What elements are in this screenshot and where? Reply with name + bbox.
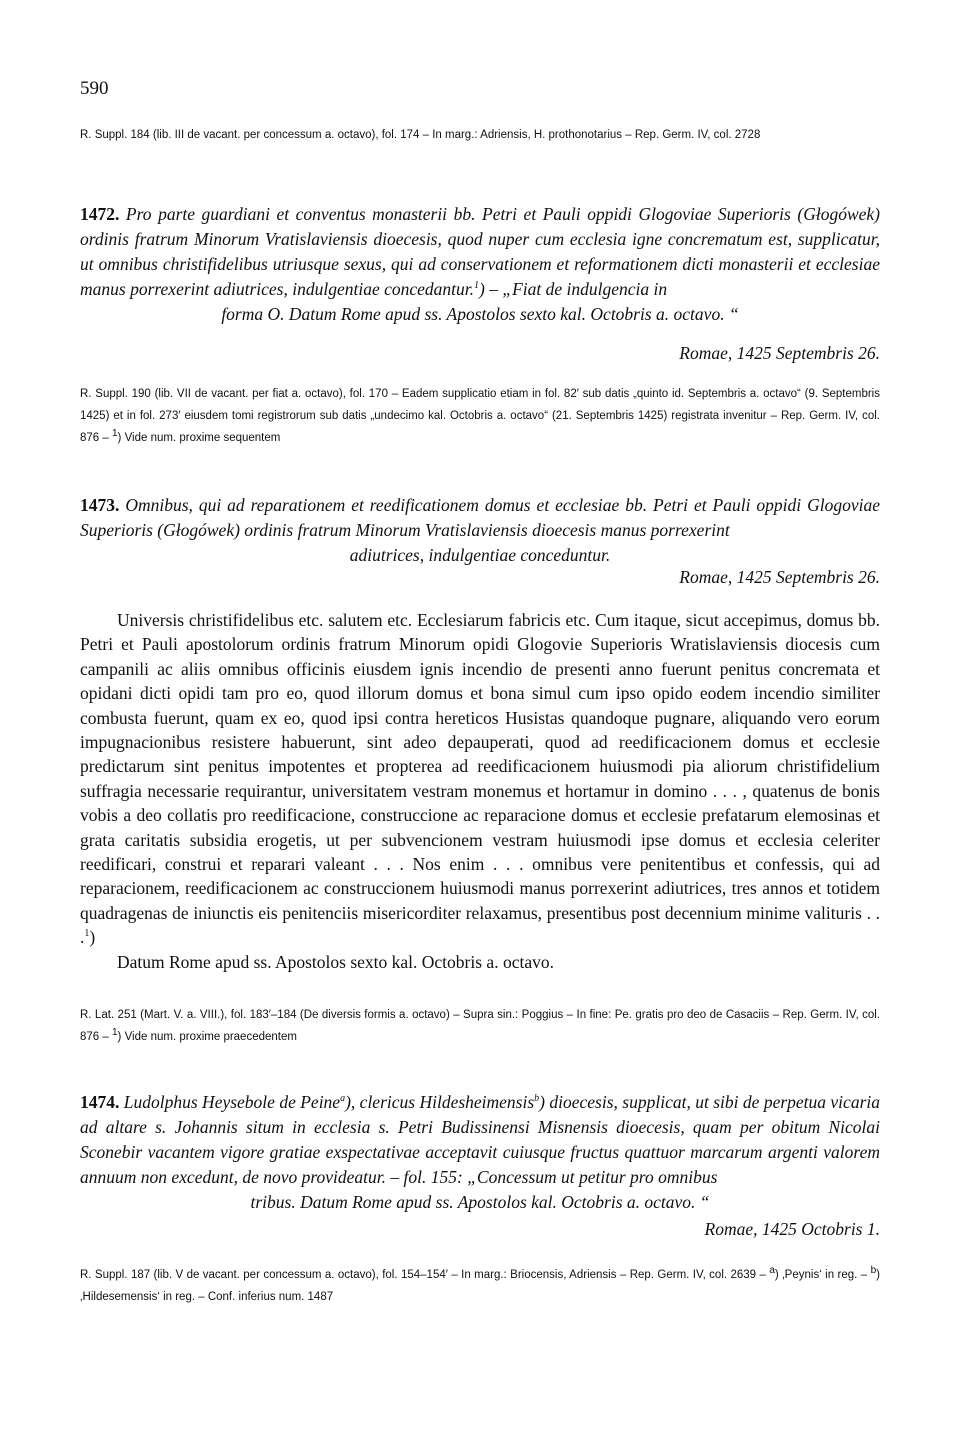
footnote-marker: a — [340, 1093, 346, 1105]
note-a: ‚Peynis‘ in reg. – — [782, 1269, 868, 1281]
entry-text: dioecesis, supplicat, ut sibi de perpetua vicaria ad altare s. Johannis situm in ecclesia s. Petri Budissinensi Misnensis dioecesis, quam per obitum Nicolai Sconebir vacantem vigore gratiae exspectativae acceptavit cuiusque fructus quattuor marcarum argenti valorem annuum non excedunt, de novo provideatur. – fol. 155: „Concessum ut petitur pro omnibus — [80, 1092, 880, 1187]
entry-name: Ludolphus Heysebole de Peine — [123, 1092, 341, 1112]
entry-center-line: adiutrices, indulgentiae conceduntur. — [349, 545, 611, 565]
entry-text: Omnibus, qui ad reparationem et reedificationem domus et ecclesiae bb. Petri et Pauli oppidi Glogoviae Superioris (Głogówek) ordinis fratrum Minorum Vratislaviensis dioecesis manus porrexerint — [80, 495, 880, 540]
entry-date: Romae, 1425 Octobris 1. — [704, 1219, 880, 1239]
letter-body: Universis christifidelibus etc. salutem etc. Ecclesiarum fabricis etc. Cum itaque, sicut accepimus, domus bb. Petri et Pauli apostolorum ordinis fratrum Minorum opidi Glogovie Superioris Wratislaviensis diocesis cum campanili ac aliis omnibus officinis eiusdem ignis incendio de presenti anno fuerunt penitus concremata et opidani dicti opidi tam pro eo, quod illorum domus et bona simul cum ipso opido eodem incendio similiter combusta fuerunt, quam ex eo, quod ipsi contra hereticos Husistas quandoque pugnare, aliquando vero eorum impugnacionibus resistere habuerunt, sint adeo depauperati, quod ad reedificacionem domus et ecclesie predictarum sint penitus impotentes et propterea ad reedificacionem huiusmodi pia aliorum christifidelium suffragia necessarie requirantur, universitatem vestram monemus et hortamur in domino . . . , quatenus de bonis vobis a deo collatis pro reedificacione, construccione ac reparacione domus et ecclesie prefatarum elemosinas et grata caritatis subsidia erogetis, ut per subvencionem vestram huiusmodi ipse domus et ecclesia celeriter reedificari, construi et reparari valeant . . . Nos enim . . . omnibus vere penitentibus et confessis, qui ad reparacionem, reedificacionem ac construccionem huiusmodi manus porrexerint adiutrices, tres annos et totidem quadragenas de iniunctis eis penitenciis misericorditer relaxamus, presentibus post decennium minime valituris . . .$^1$) Datum Rome apud ss. Apostolos sexto kal. Octobris a. octavo. — [80, 608, 880, 974]
entry-number: 1473. — [80, 495, 120, 515]
footnote-marker: b — [870, 1265, 877, 1277]
note-text: R. Suppl. 190 (lib. VII de vacant. per fiat a. octavo), fol. 170 – Eadem supplicatio etiam in fol. 82′ sub datis „quinto id. Septembris a. octavo“ (9. Septembris 1425) et in fol. 273′ eiusdem tomi registrorum sub datis „undecimo kal. Octobris a. octavo“ (21. Septembris 1425) registrata invenitur – Rep. Germ. IV, col. 876 – — [80, 388, 880, 444]
entry-number: 1472. — [80, 204, 120, 224]
footnote-marker: 1 — [474, 280, 480, 292]
entry-date: Romae, 1425 Septembris 26. — [679, 567, 880, 587]
note-tail: Vide num. proxime sequentem — [124, 432, 281, 444]
note-1474-source: R. Suppl. 187 (lib. V de vacant. per concessum a. octavo), fol. 154–154′ – In marg.: Briocensis, Adriensis – Rep. Germ. IV, col. 2639 – $^a$) ‚Peynis‘ in reg. – $^b$) ‚Hildesemensis‘ in reg. – Conf. inferius num. 1487 — [80, 1265, 880, 1303]
entry-center-line: tribus. Datum Rome apud ss. Apostolos kal. Octobris a. octavo. “ — [250, 1192, 710, 1212]
footnote-marker: 1 — [111, 428, 118, 440]
footnote-marker: b — [534, 1093, 540, 1105]
entry-text: Pro parte guardiani et conventus monasterii bb. Petri et Pauli oppidi Glogoviae Superioris (Głogówek) ordinis fratrum Minorum Vratislaviensis dioecesis, quod nuper cum ecclesia igne concrematum est, supplicatur, ut omnibus christifidelibus utriusque sexus, qui ad conservationem et reformationem dicti monasterii et ecclesiae manus porrexerint adiutrices, indulgentiae concedantur. — [80, 204, 880, 299]
entry-1473 — [80, 493, 880, 568]
note-text: R. Lat. 251 (Mart. V. a. VIII.), fol. 183′–184 (De diversis formis a. octavo) – Supra sin.: Poggius – In fine: Pe. gratis pro deo de Casaciis – Rep. Germ. IV, col. 876 – — [80, 1009, 880, 1043]
note-1472-source: R. Suppl. 184 (lib. III de vacant. per concessum a. octavo), fol. 174 – In marg.: Adriensis, H. prothonotarius – Rep. Germ. IV, col. 2728 — [80, 129, 761, 141]
note-tail: Vide num. proxime praecedentem — [124, 1031, 297, 1043]
page-number: 590 — [80, 78, 109, 99]
note-b: ‚Hildesemensis‘ in reg. – Conf. inferius num. 1487 — [80, 1291, 334, 1303]
entry-1472: 1472. Pro parte guardiani et conventus monasterii bb. Petri et Pauli oppidi Glogoviae Superioris (Głogówek) ordinis fratrum Minorum Vratislaviensis dioecesis, quod nuper cum ecclesia igne concrematum est, supplicatur, ut omnibus christifidelibus utriusque sexus, qui ad conservationem et reformationem dicti monasterii et ecclesiae manus porrexerint adiutrices, indulgentiae concedantur.$^1$) – „Fiat de indulgencia in forma O. Datum Rome apud ss. Apostolos sexto kal. Octobris a. octavo. “ — [80, 202, 880, 327]
letter-datum: Datum Rome apud ss. Apostolos sexto kal. Octobris a. octavo. — [117, 951, 554, 972]
entry-1474: 1474. Ludolphus Heysebole de Peine$^a$), clericus Hildesheimensis$^b$) dioecesis, supplicat, ut sibi de perpetua vicaria ad altare s. Johannis situm in ecclesia s. Petri Budissinensi Misnensis dioecesis, quam per obitum Nicolai Sconebir vacantem vigore gratiae exspectativae acceptavit cuiusque fructus quattuor marcarum argenti valorem annuum non excedunt, de novo provideatur. – fol. 155: „Concessum ut petitur pro omnibus tribus. Datum Rome apud ss. Apostolos kal. Octobris a. octavo. “ — [80, 1090, 880, 1215]
footnote-marker: 1 — [111, 1027, 118, 1039]
note-1472-register: R. Suppl. 190 (lib. VII de vacant. per fiat a. octavo), fol. 170 – Eadem supplicatio etiam in fol. 82′ sub datis „quinto id. Septembris a. octavo“ (9. Septembris 1425) et in fol. 273′ eiusdem tomi registrorum sub datis „undecimo kal. Octobris a. octavo“ (21. Septembris 1425) registrata invenitur – Rep. Germ. IV, col. 876 – $^1$) Vide num. proxime sequentem — [80, 388, 880, 444]
note-1473-source: R. Lat. 251 (Mart. V. a. VIII.), fol. 183′–184 (De diversis formis a. octavo) – Supra sin.: Poggius – In fine: Pe. gratis pro deo de Casaciis – Rep. Germ. IV, col. 876 – $^1$) Vide num. proxime praecedentem — [80, 1009, 880, 1043]
entry-number: 1474. — [80, 1092, 120, 1112]
note-text: R. Suppl. 187 (lib. V de vacant. per concessum a. octavo), fol. 154–154′ – In marg.: Briocensis, Adriensis – Rep. Germ. IV, col. 2639 – — [80, 1269, 766, 1281]
letter-paragraph: Universis christifidelibus etc. salutem etc. Ecclesiarum fabricis etc. Cum itaque, sicut accepimus, domus bb. Petri et Pauli apostolorum ordinis fratrum Minorum opidi Glogovie Superioris Wratislaviensis diocesis cum campanili ac aliis omnibus officinis eiusdem ignis incendio de presenti anno fuerunt penitus concremata et opidani dicti opidi tam pro eo, quod illorum domus et bona simul cum ipso opido eodem incendio similiter combusta fuerunt, quam ex eo, quod ipsi contra hereticos Husistas quandoque pugnare, aliquando vero eorum impugnacionibus resistere habuerunt, sint adeo depauperati, quod ad reedificacionem domus et ecclesie predictarum sint penitus impotentes et propterea ad reedificacionem huiusmodi pia aliorum christifidelium suffragia necessarie requirantur, universitatem vestram monemus et hortamur in domino . . . , quatenus de bonis vobis a deo collatis pro reedificacione, construccione ac reparacione domus et ecclesie prefatarum elemosinas et grata caritatis subsidia erogetis, ut per subvencionem vestram huiusmodi ipse domus et ecclesia celeriter reedificari, construi et reparari valeant . . . Nos enim . . . omnibus vere penitentibus et confessis, qui ad reparacionem, reedificacionem ac construccionem huiusmodi manus porrexerint adiutrices, tres annos et totidem quadragenas de iniunctis eis penitenciis misericorditer relaxamus, presentibus post decennium minime valituris . . . — [80, 610, 880, 948]
footnote-marker: a — [769, 1265, 775, 1277]
entry-date: Romae, 1425 Septembris 26. — [679, 343, 880, 363]
entry-center-line: forma O. Datum Rome apud ss. Apostolos sexto kal. Octobris a. octavo. “ — [221, 304, 739, 324]
entry-mid: , clericus Hildesheimensis — [350, 1092, 535, 1112]
entry-text-after: – „Fiat de indulgencia in — [489, 279, 668, 299]
footnote-marker: 1 — [84, 928, 90, 940]
